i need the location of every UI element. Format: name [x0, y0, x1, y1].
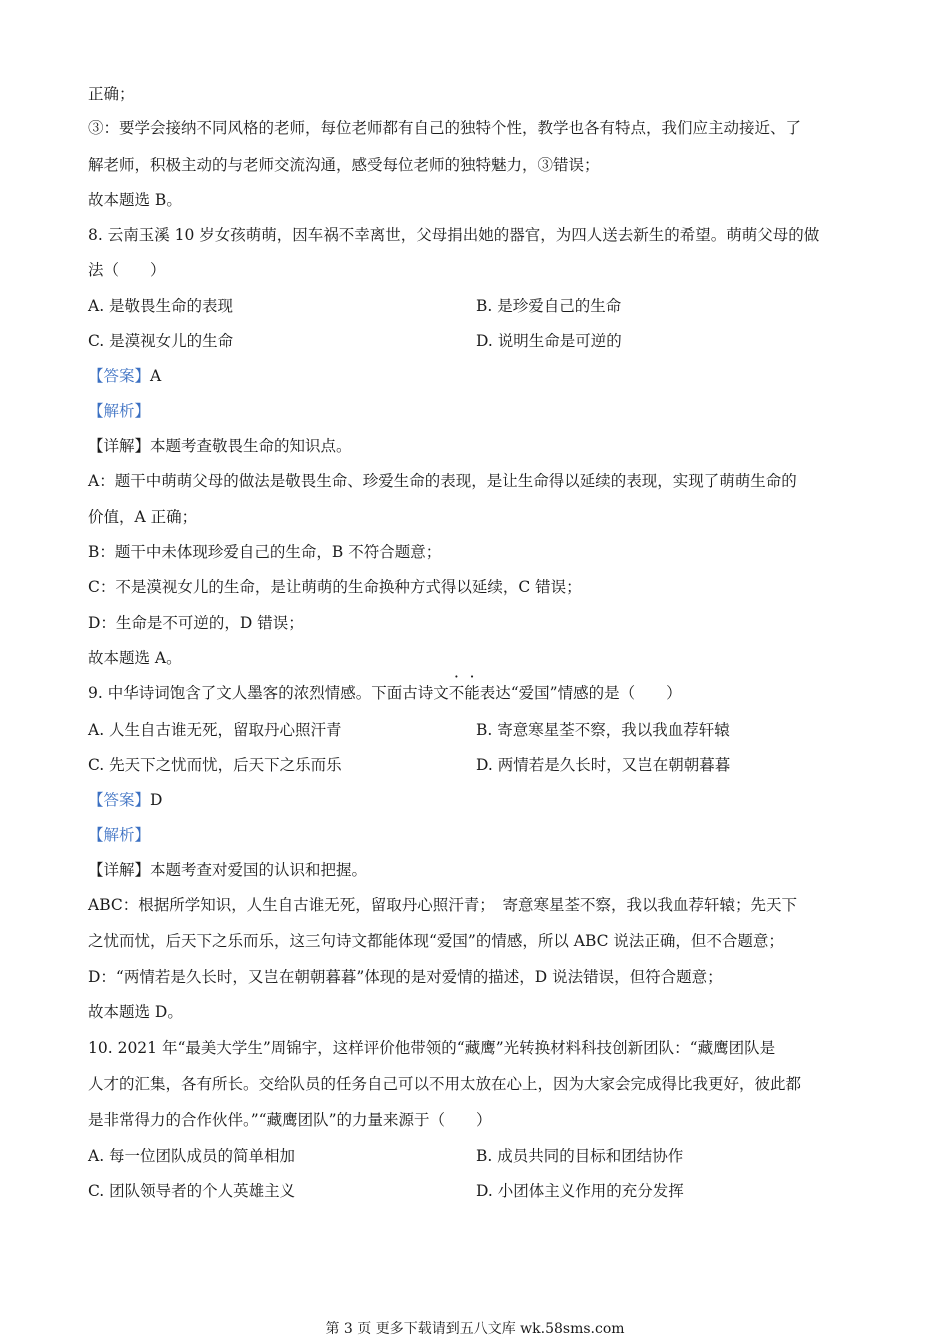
answer-value: A — [150, 367, 162, 385]
explanation-a: A：题干中萌萌父母的做法是敬畏生命、珍爱生命的表现，是让生命得以延续的表现，实现了萌萌生命的 — [88, 472, 797, 490]
option-c: C. 是漠视女儿的生命 — [88, 332, 234, 350]
question-10-stem-cont: 人才的汇集，各有所长。交给队员的任务自己可以不用太放在心上，因为大家会完成得比我更好，彼此都 — [88, 1075, 802, 1093]
explanation-b: B：题干中未体现珍爱自己的生命，B 不符合题意； — [88, 543, 442, 561]
option-a: A. 人生自古谁无死，留取丹心照汗青 — [88, 721, 342, 739]
text-line: 正确； — [88, 85, 135, 103]
conclusion: 故本题选 A。 — [88, 649, 182, 667]
conclusion: 故本题选 D。 — [88, 1003, 183, 1021]
answer-value: D — [150, 791, 163, 809]
answer-line — [88, 790, 162, 810]
question-10-stem: 10. 2021 年“最美大学生”周锦宇，这样评价他带领的“藏鹰”光转换材料科技创新团队：“藏鹰团队是 — [88, 1039, 776, 1057]
option-b: B. 寄意寒星荃不察，我以我血荐轩辕 — [476, 721, 730, 739]
detail-text: 本题考查敬畏生命的知识点。 — [150, 437, 352, 455]
detail-text: 本题考查对爱国的认识和把握。 — [150, 861, 368, 879]
answer-tag: 【答案】 — [88, 791, 151, 809]
option-c: C. 先天下之忧而忧，后天下之乐而乐 — [88, 756, 342, 774]
question-10-stem-cont: 是非常得力的合作伙伴。”“藏鹰团队”的力量来源于（ ） — [88, 1111, 492, 1129]
option-a: A. 每一位团队成员的简单相加 — [88, 1147, 296, 1165]
analysis-tag: 【解析】 — [88, 826, 151, 844]
detail-line — [88, 860, 367, 880]
text-line: 解老师，积极主动的与老师交流沟通，感受每位老师的独特魅力，③错误； — [88, 156, 600, 174]
detail-tag: 【详解】 — [88, 437, 151, 455]
emphasis-char: 能 — [464, 684, 480, 702]
explanation-c: C：不是漠视女儿的生命，是让萌萌的生命换种方式得以延续，C 错误； — [88, 578, 582, 596]
detail-tag: 【详解】 — [88, 861, 151, 879]
page-footer: 第 3 页 更多下载请到五八文库 wk.58sms.com — [325, 1321, 625, 1337]
detail-line — [88, 436, 352, 456]
text-line: 故本题选 B。 — [88, 191, 182, 209]
analysis-tag: 【解析】 — [88, 402, 151, 420]
option-b: B. 成员共同的目标和团结协作 — [476, 1147, 684, 1165]
analysis-line — [88, 825, 150, 845]
option-d: D. 说明生命是可逆的 — [476, 332, 622, 350]
explanation-abc-cont: 之忧而忧，后天下之乐而乐，这三句诗文都能体现“爱国”的情感，所以 ABC 说法正确，但不合题意； — [88, 932, 784, 950]
option-c: C. 团队领导者的个人英雄主义 — [88, 1182, 296, 1200]
question-8-stem-cont: 法（ ） — [88, 261, 166, 279]
question-9-stem — [88, 683, 682, 703]
option-d: D. 小团体主义作用的充分发挥 — [476, 1182, 684, 1200]
explanation-d: D：“两情若是久长时，又岂在朝朝暮暮”体现的是对爱情的描述，D 说法错误，但符合题意； — [88, 968, 723, 986]
answer-line — [88, 366, 161, 386]
explanation-abc: ABC：根据所学知识，人生自古谁无死，留取丹心照汗青； 寄意寒星荃不察，我以我血荐轩辕；先天下 — [88, 896, 797, 914]
answer-tag: 【答案】 — [88, 367, 151, 385]
stem-text: 9. 中华诗词饱含了文人墨客的浓烈情感。下面古诗文 — [88, 684, 449, 702]
option-b: B. 是珍爱自己的生命 — [476, 297, 622, 315]
emphasis-char: 不 — [448, 684, 465, 702]
explanation-d: D：生命是不可逆的，D 错误； — [88, 614, 304, 632]
question-8-stem: 8. 云南玉溪 10 岁女孩萌萌，因车祸不幸离世，父母捐出她的器官，为四人送去新生的希望。萌萌父母的做 — [88, 226, 820, 244]
explanation-a-cont: 价值，A 正确； — [88, 508, 198, 526]
option-d: D. 两情若是久长时，又岂在朝朝暮暮 — [476, 756, 731, 774]
stem-text: 表达“爱国”情感的是（ ） — [479, 684, 682, 702]
text-line: ③：要学会接纳不同风格的老师，每位老师都有自己的独特个性，教学也各有特点，我们应主动接近、了 — [88, 119, 802, 137]
option-a: A. 是敬畏生命的表现 — [88, 297, 234, 315]
analysis-line — [88, 401, 150, 421]
